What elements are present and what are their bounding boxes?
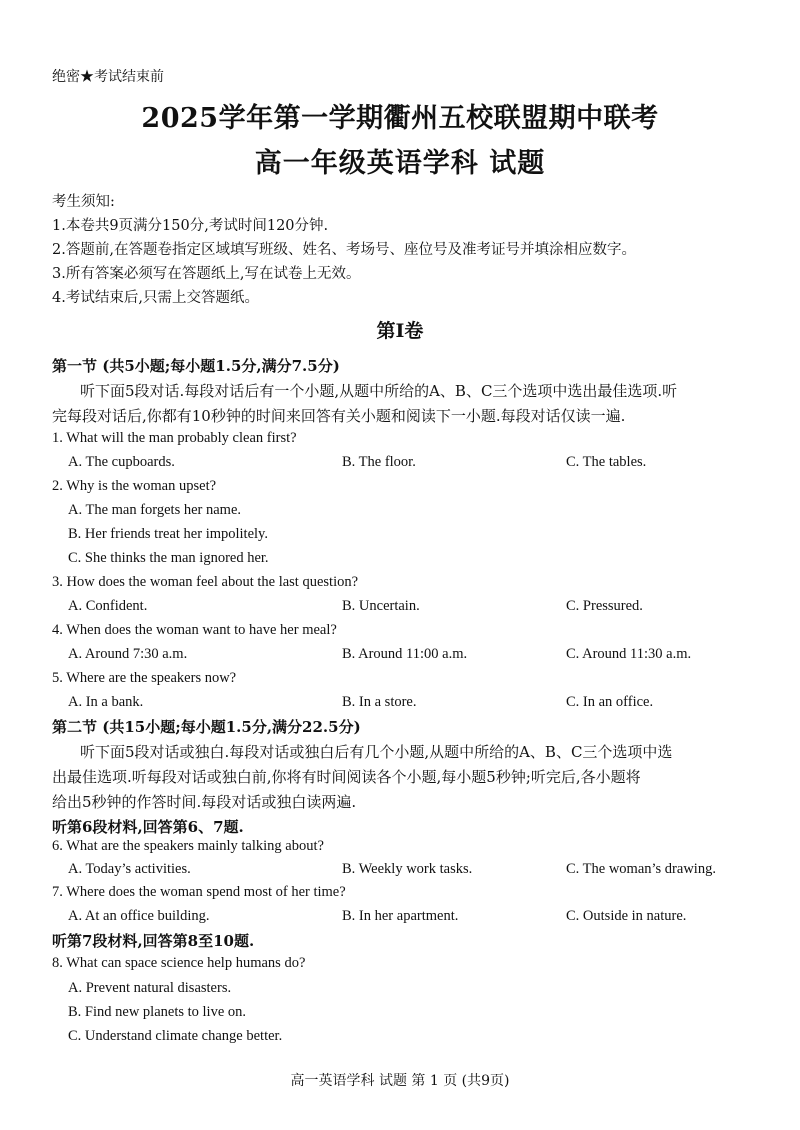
answer-option: A. The cupboards. — [68, 454, 175, 470]
directions-text: 听下面5段对话或独白.每段对话或独白后有几个小题,从题中所给的A、B、C三个选项中选 — [80, 743, 673, 761]
notice-heading: 考生须知: — [52, 194, 115, 210]
directions-text: 完每段对话后,你都有10秒钟的时间来回答有关小题和阅读下一小题.每段对话仅读一遍. — [52, 407, 626, 425]
directions-text: 听下面5段对话.每段对话后有一个小题,从题中所给的A、B、C三个选项中选出最佳选项.听 — [80, 382, 678, 400]
notice-item: 1.本卷共9页满分150分,考试时间120分钟. — [52, 218, 329, 234]
answer-option: A. Around 7:30 a.m. — [68, 646, 188, 662]
page-footer: 高一英语学科 试题 第 1 页 (共9页) — [290, 1073, 510, 1089]
part-title: 第I卷 — [376, 320, 424, 342]
answer-option: B. Find new planets to live on. — [68, 1004, 247, 1020]
answer-option: B. In her apartment. — [342, 908, 459, 924]
notice-item: 3.所有答案必须写在答题纸上,写在试卷上无效。 — [52, 266, 361, 282]
answer-option: A. Today’s activities. — [68, 861, 191, 877]
exam-title: 2025学年第一学期衢州五校联盟期中联考 — [141, 103, 659, 134]
answer-option: C. Understand climate change better. — [68, 1028, 283, 1044]
answer-option: B. Her friends treat her impolitely. — [68, 526, 268, 542]
answer-option: C. The tables. — [566, 454, 647, 470]
question-stem: 4. When does the woman want to have her meal? — [52, 622, 337, 638]
directions-text: 给出5秒钟的作答时间.每段对话或独白读两遍. — [52, 793, 357, 811]
answer-option: C. The woman’s drawing. — [566, 861, 716, 877]
question-stem: 2. Why is the woman upset? — [52, 478, 217, 494]
answer-option: A. Prevent natural disasters. — [68, 980, 232, 996]
question-stem: 5. Where are the speakers now? — [52, 670, 237, 686]
question-stem: 6. What are the speakers mainly talking about? — [52, 838, 324, 854]
material-instruction: 听第6段材料,回答第6、7题. — [52, 818, 244, 836]
question-stem: 8. What can space science help humans do? — [52, 955, 306, 971]
answer-option: C. She thinks the man ignored her. — [68, 550, 269, 566]
section-heading: 第一节 (共5小题;每小题1.5分,满分7.5分) — [52, 357, 340, 375]
notice-item: 2.答题前,在答题卷指定区域填写班级、姓名、考场号、座位号及准考证号并填涂相应数字。 — [52, 242, 636, 258]
section-heading: 第二节 (共15小题;每小题1.5分,满分22.5分) — [52, 718, 361, 736]
notice-item: 4.考试结束后,只需上交答题纸。 — [52, 290, 259, 306]
exam-subtitle: 高一年级英语学科 试题 — [254, 148, 546, 179]
secret-mark: 绝密★考试结束前 — [52, 69, 164, 85]
answer-option: A. Confident. — [68, 598, 148, 614]
answer-option: C. Around 11:30 a.m. — [566, 646, 692, 662]
directions-text: 出最佳选项.听每段对话或独白前,你将有时间阅读各个小题,每小题5秒钟;听完后,各小题将 — [52, 768, 641, 786]
answer-option: B. Uncertain. — [342, 598, 420, 614]
answer-option: A. At an office building. — [68, 908, 210, 924]
answer-option: C. In an office. — [566, 694, 654, 710]
answer-option: A. In a bank. — [68, 694, 144, 710]
question-stem: 7. Where does the woman spend most of her time? — [52, 884, 346, 900]
answer-option: C. Outside in nature. — [566, 908, 687, 924]
answer-option: A. The man forgets her name. — [68, 502, 242, 518]
answer-option: C. Pressured. — [566, 598, 643, 614]
question-stem: 3. How does the woman feel about the last question? — [52, 574, 359, 590]
answer-option: B. The floor. — [342, 454, 416, 470]
answer-option: B. Weekly work tasks. — [342, 861, 473, 877]
answer-option: B. Around 11:00 a.m. — [342, 646, 468, 662]
question-stem: 1. What will the man probably clean first? — [52, 430, 297, 446]
material-instruction: 听第7段材料,回答第8至10题. — [52, 932, 255, 950]
answer-option: B. In a store. — [342, 694, 417, 710]
